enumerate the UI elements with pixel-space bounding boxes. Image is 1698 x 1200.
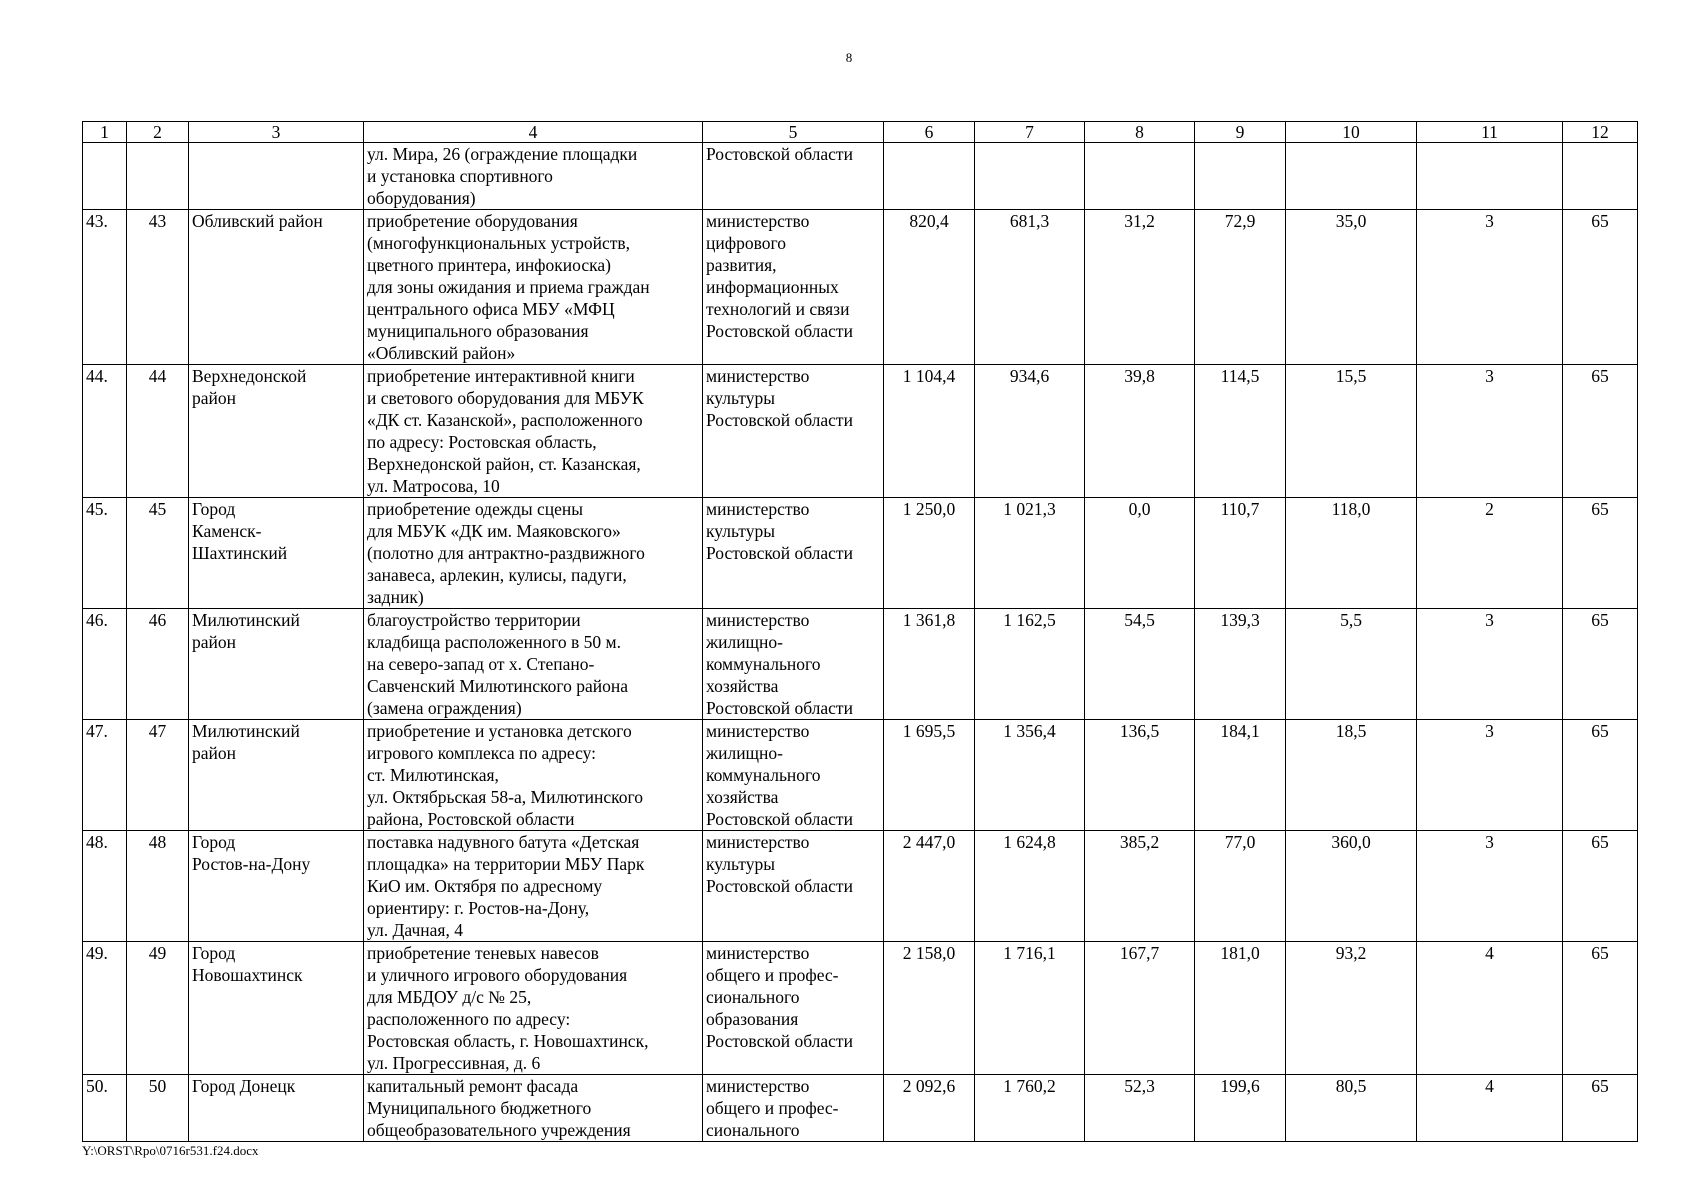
row-number-cell: 50 xyxy=(148,1076,167,1096)
municipality-cell: Город Каменск- Шахтинский xyxy=(192,499,288,563)
row-index-cell: 43. xyxy=(86,211,108,231)
column-header: 4 xyxy=(364,122,703,143)
value-cell-col11: 3 xyxy=(1485,211,1494,231)
document-path-footer: Y:\ORST\Rpo\0716r531.f24.docx xyxy=(82,1143,259,1158)
value-cell-col10: 18,5 xyxy=(1335,721,1367,741)
ministry-cell: министерство культуры Ростовской области xyxy=(706,366,853,430)
table-row xyxy=(83,609,1638,720)
column-number-row xyxy=(83,122,1638,143)
value-cell-col9: 181,0 xyxy=(1220,943,1260,963)
column-header: 2 xyxy=(127,122,189,143)
column-header: 11 xyxy=(1417,122,1563,143)
description-cell: приобретение теневых навесов и уличного игрового оборудования для МБДОУ д/с № 25, расположенного по адресу: Ростовская область, г. Новошахтинск, ул. Прогрессивная, д. 6 xyxy=(367,943,649,1073)
municipality-cell: Город Ростов-на-Дону xyxy=(192,832,311,874)
value-cell-col9: 77,0 xyxy=(1224,832,1256,852)
row-index-cell: 44. xyxy=(86,366,108,386)
value-cell-col12: 65 xyxy=(1591,610,1609,630)
page-number: 8 xyxy=(845,50,853,65)
value-cell-col6: 1 104,4 xyxy=(902,366,956,386)
value-cell-col11: 3 xyxy=(1485,832,1494,852)
value-cell-col10: 118,0 xyxy=(1331,499,1371,519)
value-cell-col8: 0,0 xyxy=(1128,499,1151,519)
value-cell-col7: 1 760,2 xyxy=(1003,1076,1056,1096)
value-cell-col7: 1 356,4 xyxy=(1003,721,1056,741)
column-header: 7 xyxy=(975,122,1085,143)
value-cell-col8: 39,8 xyxy=(1124,366,1155,386)
row-index-cell: 45. xyxy=(86,499,108,519)
value-cell-col11: 4 xyxy=(1485,943,1494,963)
ministry-cell: министерство жилищно- коммунального хозяйства Ростовской области xyxy=(706,721,853,829)
ministry-cell: министерство культуры Ростовской области xyxy=(706,832,853,896)
ministry-cell: министерство цифрового развития, информационных технологий и связи Ростовской области xyxy=(706,211,853,341)
value-cell-col9: 184,1 xyxy=(1220,721,1260,741)
ministry-cell: министерство культуры Ростовской области xyxy=(706,499,853,563)
row-number-cell: 43 xyxy=(148,211,167,231)
description-cell: приобретение оборудования (многофункциональных устройств, цветного принтера, инфокиоска) для зоны ожидания и приема граждан центрального офиса МБУ «МФЦ муниципального образования «Обливский район» xyxy=(367,211,650,363)
value-cell-col6: 2 092,6 xyxy=(902,1076,956,1096)
value-cell-col10: 360,0 xyxy=(1331,832,1371,852)
table-row xyxy=(83,831,1638,942)
table-row xyxy=(83,720,1638,831)
column-header: 5 xyxy=(703,122,884,143)
data-table xyxy=(82,121,1638,1142)
row-number-cell: 46 xyxy=(148,610,167,630)
municipality-cell: Верхнедонской район xyxy=(192,366,307,408)
value-cell-col6: 1 361,8 xyxy=(902,610,956,630)
row-index-cell: 50. xyxy=(86,1076,108,1096)
table-row xyxy=(83,498,1638,609)
row-index-cell: 48. xyxy=(86,832,108,852)
value-cell-col12: 65 xyxy=(1591,211,1609,231)
ministry-cell: министерство общего и профес- сионального xyxy=(706,1076,839,1140)
row-number-cell: 49 xyxy=(148,943,167,963)
description-cell: поставка надувного батута «Детская площадка» на территории МБУ Парк КиО им. Октября по адресному ориентиру: г. Ростов-на-Дону, ул. Дачная, 4 xyxy=(367,832,645,940)
value-cell-col7: 934,6 xyxy=(1009,366,1050,386)
value-cell-col12: 65 xyxy=(1591,366,1609,386)
value-cell-col9: 110,7 xyxy=(1220,499,1260,519)
value-cell-col12: 65 xyxy=(1591,499,1609,519)
value-cell-col7: 1 716,1 xyxy=(1003,943,1056,963)
value-cell-col11: 3 xyxy=(1485,366,1494,386)
value-cell-col6: 1 695,5 xyxy=(902,721,956,741)
description-cell: приобретение интерактивной книги и светового оборудования для МБУК «ДК ст. Казанской», расположенного по адресу: Ростовская область, Верхнедонской район, ст. Казанская, ул. Матросова, 10 xyxy=(367,366,644,496)
value-cell-col7: 1 162,5 xyxy=(1003,610,1056,630)
ministry-cell: министерство общего и профес- сионального образования Ростовской области xyxy=(706,943,853,1051)
value-cell-col9: 199,6 xyxy=(1220,1076,1260,1096)
description-cell: приобретение одежды сцены для МБУК «ДК им. Маяковского» (полотно для антрактно-раздвижного занавеса, арлекин, кулисы, падуги, задник) xyxy=(367,499,645,607)
row-index-cell: 46. xyxy=(86,610,108,630)
ministry-cell: министерство жилищно- коммунального хозяйства Ростовской области xyxy=(706,610,853,718)
row-index-cell: 47. xyxy=(86,721,108,741)
table-row xyxy=(83,210,1638,365)
ministry-cell: Ростовской области xyxy=(706,144,853,164)
value-cell-col11: 3 xyxy=(1485,721,1494,741)
row-number-cell: 47 xyxy=(148,721,167,741)
value-cell-col6: 820,4 xyxy=(909,211,949,231)
description-cell: приобретение и установка детского игрового комплекса по адресу: ст. Милютинская, ул. Октябрьская 58-а, Милютинского района, Ростовской области xyxy=(367,721,644,829)
value-cell-col6: 2 158,0 xyxy=(902,943,956,963)
column-header: 9 xyxy=(1195,122,1286,143)
table-row xyxy=(83,1075,1638,1142)
description-cell: капитальный ремонт фасада Муниципального бюджетного общеобразовательного учреждения xyxy=(367,1076,631,1140)
value-cell-col9: 114,5 xyxy=(1220,366,1260,386)
value-cell-col8: 385,2 xyxy=(1119,832,1160,852)
value-cell-col7: 681,3 xyxy=(1009,211,1050,231)
value-cell-col8: 52,3 xyxy=(1124,1076,1155,1096)
value-cell-col10: 80,5 xyxy=(1335,1076,1367,1096)
column-header: 1 xyxy=(83,122,127,143)
column-header: 6 xyxy=(884,122,975,143)
value-cell-col9: 72,9 xyxy=(1224,211,1256,231)
value-cell-col6: 2 447,0 xyxy=(902,832,956,852)
municipality-cell: Город Донецк xyxy=(192,1076,296,1096)
value-cell-col12: 65 xyxy=(1591,943,1609,963)
value-cell-col11: 4 xyxy=(1485,1076,1494,1096)
value-cell-col7: 1 624,8 xyxy=(1003,832,1056,852)
municipality-cell: Милютинский район xyxy=(192,610,300,652)
value-cell-col12: 65 xyxy=(1591,721,1609,741)
value-cell-col10: 93,2 xyxy=(1335,943,1367,963)
value-cell-col8: 31,2 xyxy=(1124,211,1155,231)
value-cell-col11: 3 xyxy=(1485,610,1494,630)
value-cell-col7: 1 021,3 xyxy=(1003,499,1056,519)
value-cell-col12: 65 xyxy=(1591,832,1609,852)
description-cell: ул. Мира, 26 (ограждение площадки и установка спортивного оборудования) xyxy=(367,144,638,208)
value-cell-col8: 136,5 xyxy=(1119,721,1160,741)
row-number-cell: 44 xyxy=(148,366,167,386)
value-cell-col10: 5,5 xyxy=(1340,610,1362,630)
column-header: 10 xyxy=(1286,122,1417,143)
value-cell-col10: 15,5 xyxy=(1335,366,1367,386)
table-row xyxy=(83,365,1638,498)
column-header: 12 xyxy=(1563,122,1638,143)
municipality-cell: Милютинский район xyxy=(192,721,300,763)
value-cell-col9: 139,3 xyxy=(1220,610,1260,630)
table-row xyxy=(83,942,1638,1075)
municipality-cell: Город Новошахтинск xyxy=(192,943,303,985)
value-cell-col10: 35,0 xyxy=(1335,211,1367,231)
column-header: 3 xyxy=(189,122,364,143)
continuation-row xyxy=(83,143,1638,210)
column-header: 8 xyxy=(1085,122,1195,143)
row-number-cell: 45 xyxy=(148,499,167,519)
value-cell-col11: 2 xyxy=(1485,499,1494,519)
row-number-cell: 48 xyxy=(148,832,167,852)
value-cell-col12: 65 xyxy=(1591,1076,1609,1096)
value-cell-col8: 167,7 xyxy=(1119,943,1160,963)
value-cell-col8: 54,5 xyxy=(1124,610,1155,630)
municipality-cell: Обливский район xyxy=(192,211,323,231)
value-cell-col6: 1 250,0 xyxy=(902,499,956,519)
description-cell: благоустройство территории кладбища расположенного в 50 м. на северо-запад от х. Степано- Савченский Милютинского района (замена ограждения) xyxy=(367,610,628,718)
row-index-cell: 49. xyxy=(86,943,108,963)
